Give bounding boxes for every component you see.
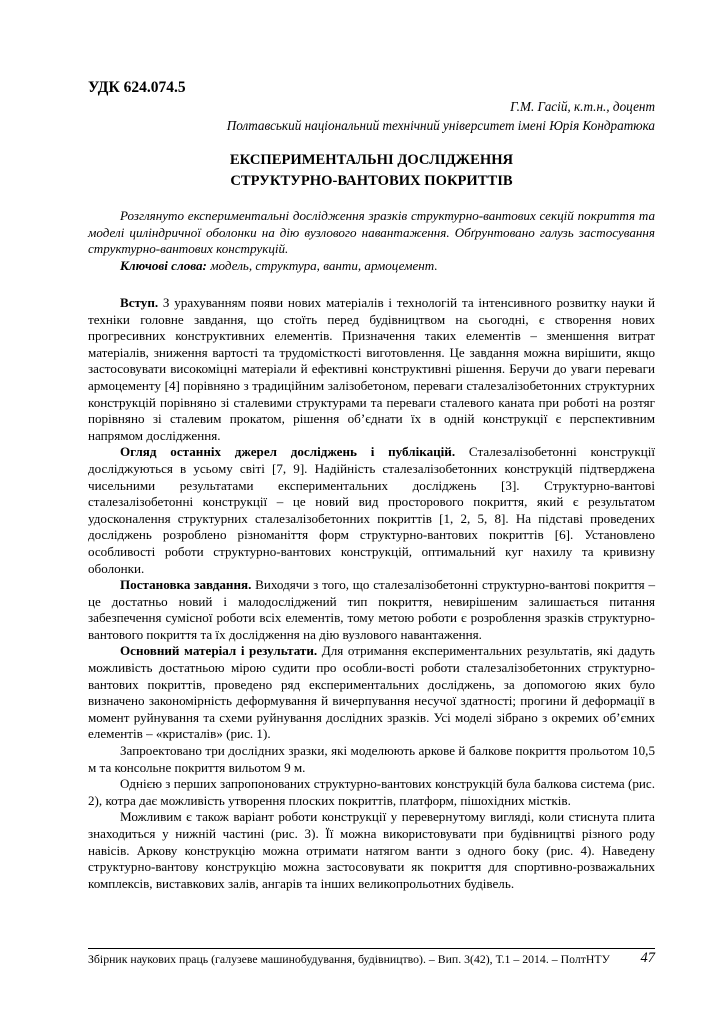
paragraph-specimens: Запроектовано три дослідних зразки, які моделюють аркове й балкове покриття прольотом 10,5 м та консольне покриття вильотом 9 м.	[88, 743, 655, 775]
paper-title	[88, 150, 655, 192]
page-number: 47	[640, 950, 655, 966]
heading-review: Огляд останніх джерел досліджень і публікацій.	[120, 444, 456, 460]
paragraph-intro-text: З урахуванням появи нових матеріалів і технологій та інтенсивного розвитку науки й техніки головне завдання, що стоїть перед будівництвом на сьогодні, є створення нових прогресивних конструктивних елементів. Призначення таких елементів – зменшення витрат матеріалів, зниження вартості та трудомісткості виготовлення. Це завдання можна вирішити, якщо застосовувати високоміцні матеріали й ефективні конструктивні рішення. Беручи до уваги переваги армоцементу [4] порівняно з традиційним залізобетоном, переваги сталезалізобетонних структурних конструкцій порівняно зі сталевими структурами та переваги сталевого каната при роботі на розтяг порівняно зі сталевим прокатом, рішення об’єднати їх в одній конструкції є перспективним напрямом дослідження.	[88, 295, 655, 443]
author-line: Г.М. Гасій, к.т.н., доцент	[510, 99, 655, 114]
footer-divider	[88, 948, 655, 949]
keywords	[88, 258, 655, 275]
title-line-2: СТРУКТУРНО-ВАНТОВИХ ПОКРИТТІВ	[230, 173, 513, 189]
paragraph-problem-text: Виходячи з того, що сталезалізобетонні структурно-вантові покриття – це достатньо новий і малодосліджений тип покриття, невирішеним залишається питання забезпечення сумісної роботи всіх елементів, тому метою роботи є розроблення зразків структурно-вантового покриття та їх дослідження на дію вузлового навантаження.	[88, 577, 655, 642]
paragraph-intro	[88, 295, 655, 444]
paper-page	[88, 0, 655, 1024]
affiliation-line: Полтавський національний технічний університет імені Юрія Кондратюка	[226, 118, 655, 133]
paragraph-review	[88, 444, 655, 577]
paragraph-beam-system: Однією з перших запропонованих структурно-вантових конструкцій була балкова система (рис. 2), котра дає можливість утворення плоских покриттів, платформ, пішохідних містків.	[88, 776, 655, 808]
title-line-1: ЕКСПЕРИМЕНТАЛЬНІ ДОСЛІДЖЕННЯ	[229, 152, 514, 168]
paragraph-results	[88, 643, 655, 743]
body-text	[88, 295, 655, 892]
heading-results: Основний матеріал і результати.	[120, 643, 318, 659]
paragraph-inverted: Можливим є також варіант роботи конструкції у перевернутому вигляді, коли стиснута плита знаходиться у нижній частині (рис. 3). Її можна використовувати при будівництві різного роду навісів. Аркову конструкцію можна отримати натягом ванти з одного боку (рис. 4). Наведену структурно-вантову конструкцію можна застосовувати як покриття для спортивно-розважальних комплексів, виставкових залів, ангарів та інших великопрольотних будівель.	[88, 809, 655, 891]
udc-code: УДК 624.074.5	[88, 79, 186, 96]
paragraph-review-text: Сталезалізобетонні конструкції досліджуються в усьому світі [7, 9]. Надійність сталезалізобетонних конструкцій підтверджена чисельними результатами експериментальних досліджень [3]. Структурно-вантові сталезалізобетонні конструкції – це новий вид просторового покриття, який є результатом удосконалення структурних сталезалізобетонних покриттів [1, 2, 5, 8]. На підставі проведених досліджень розроблено різноманіття форм структурно-вантових покриттів [6]. Установлено особливості роботи структурно-вантових конструкцій, оптимальний куг нахилу та кривизну оболонки.	[88, 444, 655, 576]
abstract	[88, 208, 655, 274]
keywords-list: модель, структура, ванти, армоцемент.	[206, 257, 438, 273]
footer-citation: Збірник наукових праць (галузеве машинобудування, будівництво). – Вип. 3(42), Т.1 – 2014. – ПолтНТУ	[88, 952, 610, 966]
paragraph-problem	[88, 577, 655, 643]
heading-intro: Вступ.	[120, 295, 159, 310]
abstract-text: Розглянуто експериментальні дослідження зразків структурно-вантових секцій покриття та моделі циліндричної оболонки на дію вузлового навантаження. Обґрунтовано галузь застосування структурно-вантових конструкцій.	[88, 208, 655, 257]
heading-problem: Постановка завдання.	[120, 577, 252, 593]
paragraph-results-text: Для отримання експериментальних результатів, які дадуть можливість достатньою мірою судити про особли-вості роботи сталезалізобетонних структурно-вантових покриттів, проведено ряд експериментальних досліджень, за допомогою яких було визначено закономірність деформування й вичерпування несучої здатності; прогини й деформації в момент руйнування та схеми руйнування дослідних зразків. Усі моделі зібрано з окремих об’ємних елементів – «кристалів» (рис. 1).	[88, 643, 655, 742]
keywords-label: Ключові слова:	[120, 257, 207, 273]
